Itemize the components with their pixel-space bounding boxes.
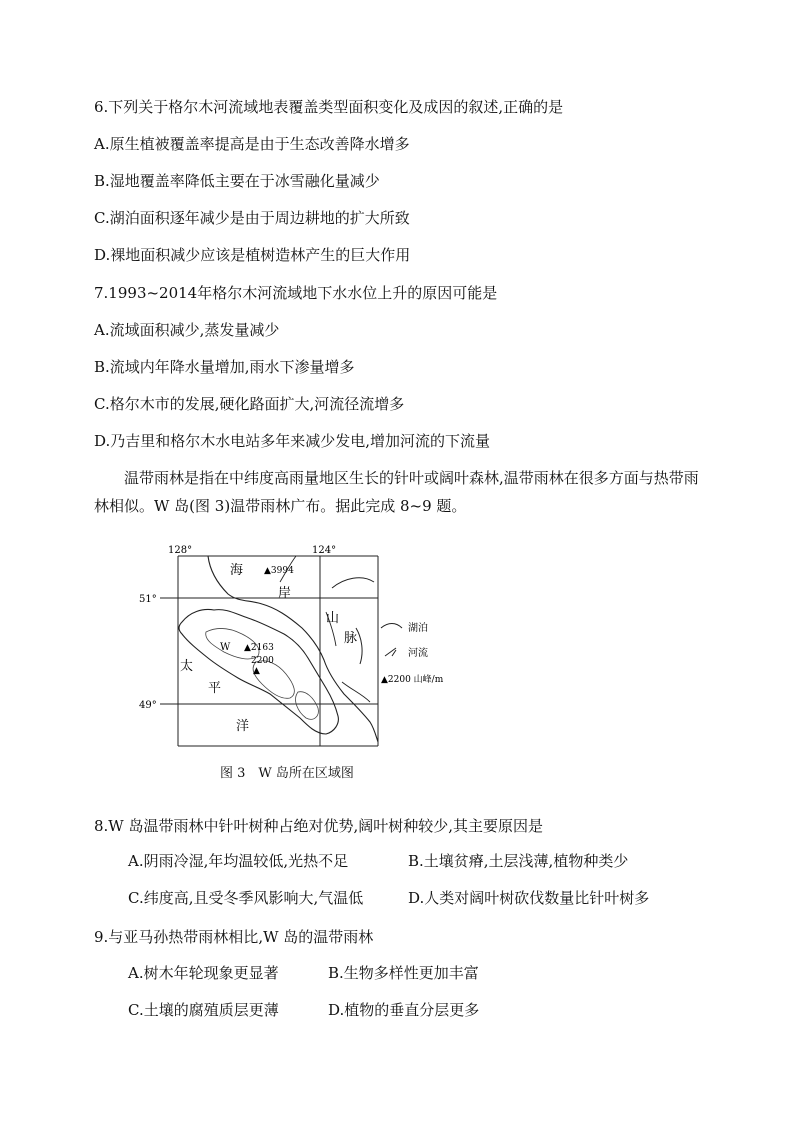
lon-label-right: 124° — [312, 545, 337, 556]
lat-label-bottom: 49° — [139, 700, 157, 711]
legend-peak: ▲2200 山峰/m — [381, 675, 444, 685]
island-label: W — [220, 642, 231, 653]
label-ping: 平 — [208, 681, 222, 696]
label-yang: 洋 — [236, 719, 250, 734]
peak-2200: 2200 — [251, 656, 274, 666]
q9-option-d: D.植物的垂直分层更多 — [328, 1001, 480, 1019]
intro-text: 温带雨林是指在中纬度高雨量地区生长的针叶或阔叶森林,温带雨林在很多方面与热带雨林相似。W 岛(图 3)温带雨林广布。据此完成 8~9 题。 — [94, 469, 699, 515]
region-map — [130, 542, 460, 754]
label-mai: 脉 — [344, 631, 358, 646]
label-hai: 海 — [230, 563, 244, 578]
figure-caption: 图 3 W 岛所在区域图 — [220, 766, 354, 781]
q7-option-b: B.流域内年降水量增加,雨水下渗量增多 — [94, 358, 355, 376]
intro-paragraph — [94, 464, 704, 520]
q8-option-a: A.阴雨冷湿,年均温较低,光热不足 — [128, 852, 349, 870]
lon-label-left: 128° — [168, 545, 193, 556]
q9-option-c: C.土壤的腐殖质层更薄 — [128, 1001, 279, 1019]
lake-legend-icon — [381, 624, 402, 629]
q6-option-d: D.裸地面积减少应该是植树造林产生的巨大作用 — [94, 246, 411, 264]
q8-option-b: B.土壤贫瘠,土层浅薄,植物种类少 — [408, 852, 629, 870]
peak-3994: ▲3994 — [264, 566, 294, 576]
label-tai: 太 — [180, 659, 194, 674]
q6-option-b: B.湿地覆盖率降低主要在于冰雪融化量减少 — [94, 172, 380, 190]
q7-option-d: D.乃吉里和格尔木水电站多年来减少发电,增加河流的下流量 — [94, 432, 491, 450]
river-legend-icon — [385, 648, 396, 656]
q6-option-c: C.湖泊面积逐年减少是由于周边耕地的扩大所致 — [94, 209, 410, 227]
label-shan: 山 — [326, 611, 340, 626]
q7-option-c: C.格尔木市的发展,硬化路面扩大,河流径流增多 — [94, 395, 405, 413]
q7-option-a: A.流域面积减少,蒸发量减少 — [94, 321, 280, 339]
q7-stem: 7.1993~2014年格尔木河流域地下水水位上升的原因可能是 — [94, 284, 498, 302]
river-3 — [342, 682, 370, 702]
legend-lake: 湖泊 — [408, 623, 428, 634]
contour-3 — [296, 692, 319, 720]
mainland-coast — [208, 556, 378, 742]
q8-option-c: C.纬度高,且受冬季风影响大,气温低 — [128, 889, 364, 907]
q8-stem: 8.W 岛温带雨林中针叶树种占绝对优势,阔叶树种较少,其主要原因是 — [94, 817, 544, 835]
q6-stem: 6.下列关于格尔木河流域地表覆盖类型面积变化及成因的叙述,正确的是 — [94, 98, 564, 116]
map-legend — [381, 621, 444, 685]
q9-option-a: A.树木年轮现象更显著 — [128, 964, 279, 982]
lat-label-top: 51° — [139, 594, 157, 605]
legend-river: 河流 — [408, 648, 428, 659]
label-an: 岸 — [278, 586, 292, 601]
lake-1 — [332, 578, 374, 588]
q9-stem: 9.与亚马孙热带雨林相比,W 岛的温带雨林 — [94, 928, 374, 946]
q6-option-a: A.原生植被覆盖率提高是由于生态改善降水增多 — [94, 135, 410, 153]
peak-2163: ▲2163 — [244, 643, 274, 653]
q8-option-d: D.人类对阔叶树砍伐数量比针叶树多 — [408, 889, 650, 907]
peak-marker: ▲ — [253, 666, 260, 676]
q9-option-b: B.生物多样性更加丰富 — [328, 964, 479, 982]
